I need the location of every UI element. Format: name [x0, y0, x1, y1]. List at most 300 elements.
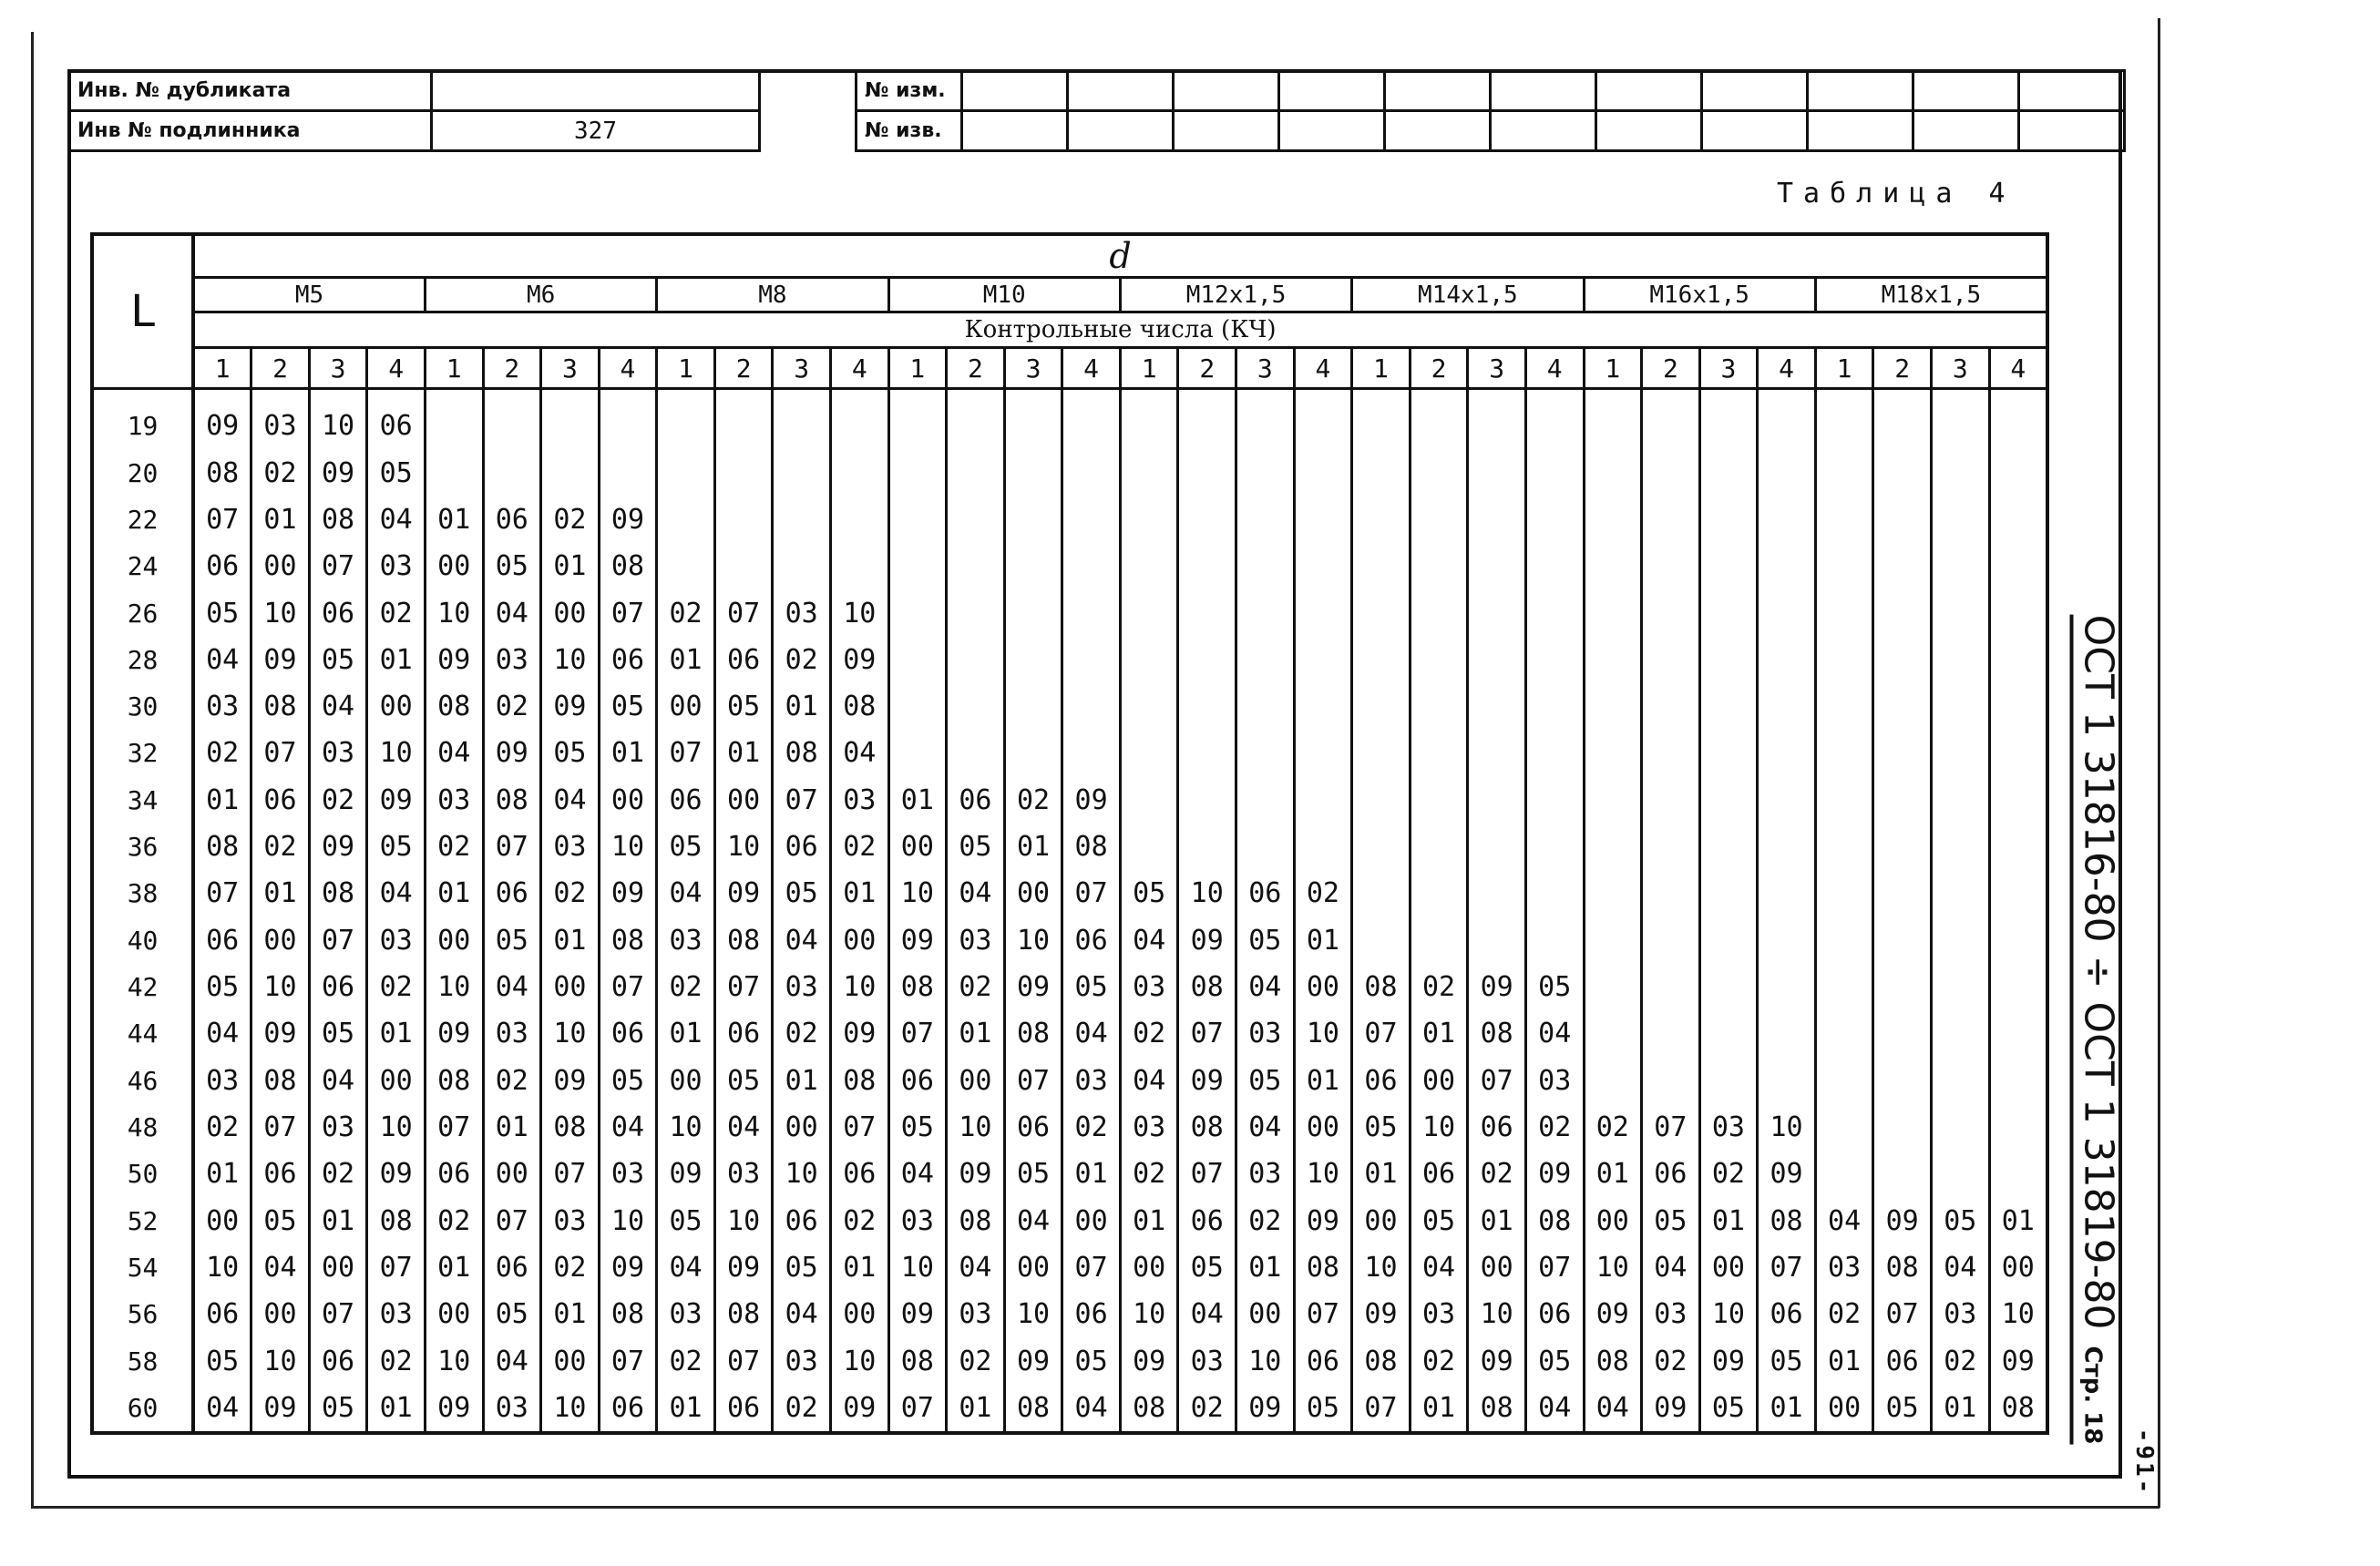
value-cell: 08 [1352, 964, 1411, 1010]
value-cell: 03 [1236, 1010, 1295, 1057]
value-cell [1642, 870, 1700, 916]
notice-label: № изв. [857, 111, 962, 151]
index-header: 3 [309, 348, 367, 389]
value-cell: 09 [425, 637, 483, 683]
value-cell [1062, 683, 1121, 730]
value-cell: 00 [541, 589, 600, 636]
table-row [92, 389, 2047, 450]
value-cell: 08 [1989, 1385, 2047, 1433]
value-cell [1873, 964, 1932, 1010]
value-cell: 00 [1699, 1244, 1758, 1291]
index-header: 1 [1815, 348, 1873, 389]
value-cell: 01 [425, 496, 483, 543]
value-cell: 05 [1062, 1337, 1121, 1384]
table-row [92, 964, 2047, 1010]
value-cell: 05 [1699, 1385, 1758, 1433]
value-cell [1815, 389, 1873, 450]
notice-cell [1913, 111, 2019, 151]
value-cell [1468, 496, 1526, 543]
value-cell: 05 [1525, 964, 1584, 1010]
value-cell: 04 [309, 1057, 367, 1103]
value-cell [830, 389, 888, 450]
notice-cell [1808, 111, 1913, 151]
value-cell: 06 [714, 637, 773, 683]
value-cell: 03 [1178, 1337, 1236, 1384]
value-cell [1120, 683, 1178, 730]
value-cell: 02 [251, 449, 310, 496]
change-cell [1808, 71, 1913, 111]
value-cell: 02 [541, 1244, 600, 1291]
value-cell: 10 [1294, 1151, 1352, 1197]
value-cell: 07 [483, 1197, 541, 1244]
table-row [92, 917, 2047, 964]
value-cell [888, 637, 947, 683]
value-cell [1699, 824, 1758, 870]
value-cell: 08 [714, 1291, 773, 1337]
value-cell: 08 [830, 1057, 888, 1103]
value-cell [1584, 964, 1642, 1010]
value-cell [1410, 449, 1468, 496]
value-cell [1294, 730, 1352, 776]
value-cell: 07 [1758, 1244, 1816, 1291]
value-cell: 07 [1294, 1291, 1352, 1337]
value-cell [947, 683, 1005, 730]
value-cell: 02 [947, 1337, 1005, 1384]
value-cell [1584, 917, 1642, 964]
value-cell: 09 [425, 1385, 483, 1433]
change-cell [1702, 71, 1808, 111]
index-header: 2 [1642, 348, 1700, 389]
value-cell: 06 [657, 777, 715, 824]
value-cell: 09 [1352, 1291, 1411, 1337]
value-cell: 04 [888, 1151, 947, 1197]
value-cell: 07 [425, 1104, 483, 1151]
value-cell [1352, 449, 1411, 496]
index-header: 2 [1873, 348, 1932, 389]
value-cell: 00 [1989, 1244, 2047, 1291]
value-cell: 10 [714, 824, 773, 870]
value-cell: 03 [1062, 1057, 1121, 1103]
value-cell [1525, 917, 1584, 964]
value-cell [483, 449, 541, 496]
value-cell: 05 [1062, 964, 1121, 1010]
notice-cell [1702, 111, 1808, 151]
value-cell: 01 [483, 1104, 541, 1151]
value-cell: 04 [367, 496, 426, 543]
value-cell: 01 [773, 1057, 831, 1103]
value-cell: 07 [483, 824, 541, 870]
value-cell: 02 [1642, 1337, 1700, 1384]
value-cell: 06 [309, 589, 367, 636]
value-cell [1352, 683, 1411, 730]
value-cell: 10 [251, 589, 310, 636]
value-cell: 04 [830, 730, 888, 776]
value-cell [1758, 683, 1816, 730]
value-cell: 01 [657, 637, 715, 683]
value-cell: 00 [888, 824, 947, 870]
value-cell: 06 [599, 1010, 657, 1057]
value-cell [1004, 389, 1062, 450]
value-cell: 03 [947, 917, 1005, 964]
value-cell [1758, 589, 1816, 636]
value-cell [830, 449, 888, 496]
value-cell: 03 [830, 777, 888, 824]
value-cell: 10 [657, 1104, 715, 1151]
value-cell: 10 [830, 964, 888, 1010]
value-cell: 07 [251, 730, 310, 776]
value-cell: 07 [888, 1010, 947, 1057]
value-cell [1584, 389, 1642, 450]
value-cell: 05 [367, 449, 426, 496]
value-cell: 00 [1062, 1197, 1121, 1244]
change-cell [2019, 71, 2125, 111]
value-cell [1989, 1057, 2047, 1103]
value-cell: 01 [1004, 824, 1062, 870]
index-header: 2 [483, 348, 541, 389]
value-cell [1642, 543, 1700, 589]
value-cell [1120, 777, 1178, 824]
value-cell [1815, 683, 1873, 730]
scan-line-bottom [31, 1506, 2159, 1509]
notice-cell [1174, 111, 1279, 151]
value-cell: 07 [888, 1385, 947, 1433]
value-cell: 01 [541, 1291, 600, 1337]
value-cell: 04 [483, 964, 541, 1010]
table-row [92, 1337, 2047, 1384]
control-numbers-table [90, 232, 2049, 1435]
index-header: 2 [714, 348, 773, 389]
value-cell: 03 [773, 964, 831, 1010]
value-cell: 07 [773, 777, 831, 824]
inventory-stamp [67, 69, 761, 152]
length-cell: 48 [92, 1104, 193, 1151]
value-cell [1525, 824, 1584, 870]
value-cell: 05 [599, 683, 657, 730]
index-header: 4 [1989, 348, 2047, 389]
value-cell: 01 [1989, 1197, 2047, 1244]
table-row [92, 589, 2047, 636]
length-cell: 30 [92, 683, 193, 730]
value-cell: 04 [1062, 1010, 1121, 1057]
size-header-row [92, 278, 2047, 312]
value-cell [1352, 824, 1411, 870]
value-cell: 03 [1642, 1291, 1700, 1337]
value-cell [599, 449, 657, 496]
value-cell: 10 [541, 1385, 600, 1433]
value-cell: 01 [367, 1010, 426, 1057]
value-cell: 05 [1120, 870, 1178, 916]
value-cell: 08 [947, 1197, 1005, 1244]
value-cell: 08 [1178, 964, 1236, 1010]
value-cell: 10 [1699, 1291, 1758, 1337]
value-cell: 09 [830, 637, 888, 683]
value-cell [1236, 496, 1295, 543]
value-cell [1178, 824, 1236, 870]
value-cell: 01 [1236, 1244, 1295, 1291]
value-cell: 10 [1758, 1104, 1816, 1151]
value-cell: 09 [1989, 1337, 2047, 1384]
value-cell [1584, 496, 1642, 543]
value-cell: 06 [1758, 1291, 1816, 1337]
value-cell: 04 [251, 1244, 310, 1291]
standard-code: ОСТ 1 31816-80 ÷ ОСТ 1 31819-80 [2075, 614, 2122, 1330]
value-cell: 08 [1468, 1010, 1526, 1057]
value-cell: 02 [193, 730, 251, 776]
value-cell [1120, 824, 1178, 870]
value-cell [1525, 730, 1584, 776]
value-cell [1699, 496, 1758, 543]
value-cell [1642, 824, 1700, 870]
value-cell: 03 [425, 777, 483, 824]
value-cell: 08 [1178, 1104, 1236, 1151]
value-cell [1004, 637, 1062, 683]
size-header: M6 [425, 278, 656, 312]
value-cell [1931, 449, 1989, 496]
value-cell: 02 [367, 589, 426, 636]
value-cell [1352, 637, 1411, 683]
value-cell [1931, 730, 1989, 776]
value-cell: 05 [773, 870, 831, 916]
value-cell: 05 [193, 964, 251, 1010]
length-cell: 50 [92, 1151, 193, 1197]
value-cell [1525, 589, 1584, 636]
value-cell: 09 [830, 1010, 888, 1057]
change-cell [1174, 71, 1279, 111]
value-cell [714, 449, 773, 496]
index-header: 1 [1120, 348, 1178, 389]
value-cell: 08 [193, 449, 251, 496]
value-cell [1873, 683, 1932, 730]
value-cell: 05 [599, 1057, 657, 1103]
value-cell: 06 [888, 1057, 947, 1103]
value-cell: 08 [830, 683, 888, 730]
value-cell: 03 [888, 1197, 947, 1244]
value-cell: 00 [367, 683, 426, 730]
value-cell [1699, 777, 1758, 824]
value-cell: 00 [1584, 1197, 1642, 1244]
value-cell: 00 [1294, 964, 1352, 1010]
value-cell: 06 [599, 637, 657, 683]
table-row [92, 1010, 2047, 1057]
notice-cell [1491, 111, 1596, 151]
value-cell: 07 [309, 1291, 367, 1337]
value-cell [1178, 683, 1236, 730]
value-cell [773, 543, 831, 589]
notice-cell [2019, 111, 2125, 151]
length-cell: 26 [92, 589, 193, 636]
value-cell [1468, 824, 1526, 870]
length-cell: 22 [92, 496, 193, 543]
value-cell [1525, 449, 1584, 496]
value-cell: 04 [483, 1337, 541, 1384]
value-cell [1758, 543, 1816, 589]
value-cell: 05 [657, 1197, 715, 1244]
value-cell [1525, 637, 1584, 683]
value-cell [1352, 589, 1411, 636]
value-cell [1468, 730, 1526, 776]
value-cell: 01 [425, 1244, 483, 1291]
value-cell [1873, 777, 1932, 824]
value-cell [1815, 1057, 1873, 1103]
value-cell: 00 [830, 917, 888, 964]
value-cell [1873, 589, 1932, 636]
value-cell [1642, 449, 1700, 496]
value-cell: 01 [541, 543, 600, 589]
value-cell: 05 [714, 1057, 773, 1103]
value-cell: 10 [425, 589, 483, 636]
value-cell [1989, 637, 2047, 683]
value-cell [1294, 683, 1352, 730]
value-cell [947, 637, 1005, 683]
value-cell: 10 [251, 1337, 310, 1384]
value-cell: 09 [1468, 1337, 1526, 1384]
value-cell: 09 [1062, 777, 1121, 824]
value-cell: 07 [599, 964, 657, 1010]
value-cell: 00 [773, 1104, 831, 1151]
value-cell: 07 [599, 589, 657, 636]
duplicate-row [69, 71, 760, 111]
value-cell [1062, 543, 1121, 589]
value-cell [1989, 870, 2047, 916]
value-cell [1525, 389, 1584, 450]
value-cell [1873, 1151, 1932, 1197]
value-cell: 09 [541, 683, 600, 730]
value-cell: 09 [830, 1385, 888, 1433]
value-cell: 00 [425, 543, 483, 589]
value-cell: 01 [541, 917, 600, 964]
value-cell: 05 [947, 824, 1005, 870]
length-cell: 44 [92, 1010, 193, 1057]
size-header: M12x1,5 [1120, 278, 1351, 312]
value-cell: 01 [1931, 1385, 1989, 1433]
value-cell: 07 [599, 1337, 657, 1384]
value-cell: 09 [1873, 1197, 1932, 1244]
value-cell: 03 [657, 1291, 715, 1337]
value-cell: 03 [193, 683, 251, 730]
value-cell: 10 [1468, 1291, 1526, 1337]
index-header: 4 [1294, 348, 1352, 389]
value-cell: 06 [367, 389, 426, 450]
value-cell [1584, 683, 1642, 730]
value-cell [1758, 1057, 1816, 1103]
value-cell [1178, 496, 1236, 543]
change-cell [1596, 71, 1702, 111]
value-cell: 06 [1352, 1057, 1411, 1103]
value-cell [888, 496, 947, 543]
value-cell: 03 [1699, 1104, 1758, 1151]
value-cell: 09 [425, 1010, 483, 1057]
value-cell: 00 [251, 543, 310, 589]
value-cell: 09 [1642, 1385, 1700, 1433]
value-cell: 08 [599, 917, 657, 964]
value-cell: 02 [1410, 964, 1468, 1010]
table-row [92, 543, 2047, 589]
table-row [92, 777, 2047, 824]
value-cell: 07 [830, 1104, 888, 1151]
value-cell [1815, 637, 1873, 683]
value-cell [1699, 730, 1758, 776]
value-cell [1931, 917, 1989, 964]
value-cell: 07 [1352, 1385, 1411, 1433]
value-cell [1931, 1151, 1989, 1197]
length-cell: 40 [92, 917, 193, 964]
value-cell [1642, 589, 1700, 636]
change-cell [1913, 71, 2019, 111]
value-cell [1584, 1010, 1642, 1057]
value-cell: 00 [599, 777, 657, 824]
value-cell: 02 [773, 1010, 831, 1057]
value-cell [1062, 449, 1121, 496]
value-cell: 01 [251, 496, 310, 543]
value-cell [1062, 389, 1121, 450]
notice-cell [1279, 111, 1385, 151]
value-cell [541, 449, 600, 496]
length-cell: 24 [92, 543, 193, 589]
value-cell [830, 543, 888, 589]
standard-title [2070, 615, 2122, 1445]
value-cell: 03 [773, 1337, 831, 1384]
value-cell [1873, 1104, 1932, 1151]
value-cell: 00 [1236, 1291, 1295, 1337]
value-cell [1584, 449, 1642, 496]
value-cell: 01 [425, 870, 483, 916]
table-row [92, 449, 2047, 496]
value-cell [1642, 637, 1700, 683]
value-cell: 10 [888, 870, 947, 916]
value-cell: 03 [1410, 1291, 1468, 1337]
value-cell [1931, 824, 1989, 870]
value-cell: 00 [657, 1057, 715, 1103]
value-cell: 10 [1294, 1010, 1352, 1057]
table-row [92, 1151, 2047, 1197]
value-cell: 01 [193, 1151, 251, 1197]
value-cell: 10 [773, 1151, 831, 1197]
value-cell: 09 [1584, 1291, 1642, 1337]
value-cell: 06 [1062, 917, 1121, 964]
value-cell: 02 [251, 824, 310, 870]
value-cell: 04 [1236, 1104, 1295, 1151]
value-cell: 07 [657, 730, 715, 776]
page-ref: Стр. 18 [2078, 1346, 2107, 1445]
length-cell: 52 [92, 1197, 193, 1244]
value-cell [1931, 637, 1989, 683]
value-cell [1294, 777, 1352, 824]
value-cell: 05 [193, 1337, 251, 1384]
value-cell: 04 [947, 870, 1005, 916]
value-cell: 05 [1004, 1151, 1062, 1197]
value-cell [1815, 777, 1873, 824]
value-cell: 04 [1120, 1057, 1178, 1103]
value-cell: 08 [888, 1337, 947, 1384]
value-cell [657, 389, 715, 450]
value-cell: 07 [251, 1104, 310, 1151]
value-cell: 09 [1699, 1337, 1758, 1384]
value-cell [1642, 730, 1700, 776]
value-cell [1758, 964, 1816, 1010]
value-cell: 00 [830, 1291, 888, 1337]
value-cell [1642, 683, 1700, 730]
value-cell [1062, 730, 1121, 776]
index-header: 1 [1352, 348, 1411, 389]
value-cell [1468, 543, 1526, 589]
value-cell [1062, 589, 1121, 636]
value-cell: 05 [193, 589, 251, 636]
value-cell: 04 [657, 870, 715, 916]
value-cell [1352, 543, 1411, 589]
value-cell: 01 [1410, 1010, 1468, 1057]
length-cell: 32 [92, 730, 193, 776]
value-cell: 01 [1468, 1197, 1526, 1244]
